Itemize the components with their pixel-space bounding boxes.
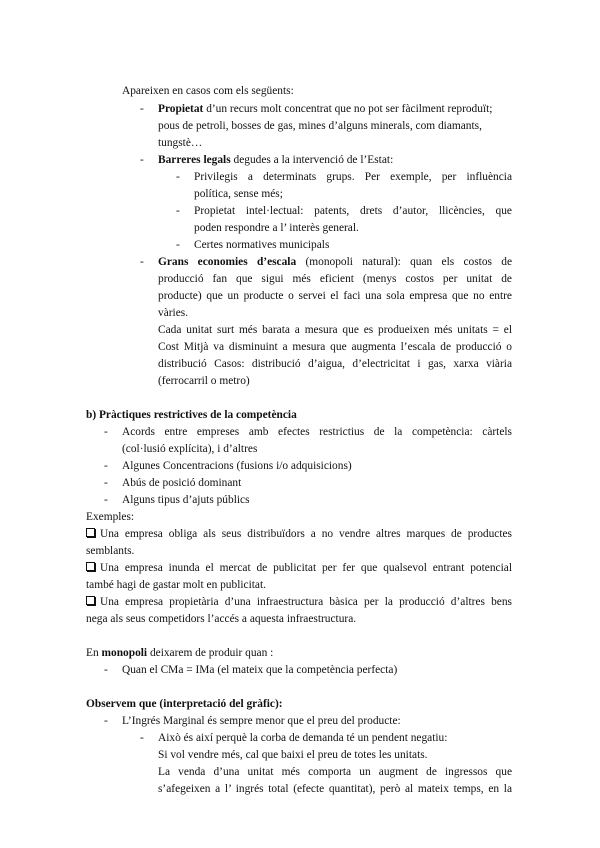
monopoli-line [86,645,273,662]
list-dash: - [104,664,108,676]
monopoli-post: deixarem de produir quan : [147,647,274,659]
checkbox-bullet-icon [86,562,95,571]
observem-sub-2: Si vol vendre més, cal que baixi el preu de totes les unitats. [158,749,428,761]
section-b-item-1: Acords entre empreses amb efectes restrictius de la competència: càrtels [122,426,512,438]
observem-sub-3: La venda d’una unitat més comporta un augment de ingressos que [158,766,512,778]
grans-para-1: Cada unitat surt més barata a mesura que es produeixen més unitats = el [158,324,512,336]
section-b-item-3: Abús de posició dominant [122,477,242,489]
exemples-label: Exemples: [86,511,135,523]
list-dash: - [140,732,144,744]
barreres-sub-2b: poden respondre a l’ interès general. [194,222,359,234]
exemple-2b: també hagi de gastar molt en publicitat. [86,579,266,591]
exemple-1 [86,526,512,543]
list-dash: - [176,205,180,217]
grans-line-3: producte) que un producte o servei el faci una sola empresa que no entre [158,290,512,302]
section-b-item-4: Alguns tipus d’ajuts públics [122,494,250,506]
grans-text: (monopoli natural): quan els costos de [296,256,512,268]
grans-para-4: (ferrocarril o metro) [158,375,250,387]
propietat-line-2: pous de petroli, bosses de gas, mines d’alguns minerals, com diamants, [158,120,482,132]
section-b-item-2: Algunes Concentracions (fusions i/o adquisicions) [122,460,352,472]
barreres-sub-2: Propietat intel·lectual: patents, drets d’autor, llicències, que [194,205,512,217]
propietat-term: Propietat [158,103,204,115]
monopoli-term: monopoli [101,647,148,659]
exemple-3-text: Una empresa propietària d’una infraestructura bàsica per la producció d’altres bens [100,596,512,608]
observem-sub-4: s’afegeixen a l’ ingrés total (efecte quantitat), però al mateix temps, en la [158,783,512,795]
list-dash: - [104,494,108,506]
grans-para-2: Cost Mitjà va disminuint a mesura que augmenta l’escala de producció o [158,341,512,353]
grans-line-1 [158,254,512,271]
grans-para-3: distribució Casos: distribució d’aigua, d’electricitat i gas, xarxa viària [158,358,512,370]
list-dash: - [140,154,144,166]
checkbox-bullet-icon [86,596,95,605]
monopoli-pre: En [86,647,102,659]
list-dash: - [104,426,108,438]
grans-line-4: vàries. [158,307,189,319]
list-dash: - [104,715,108,727]
propietat-text: d’un recurs molt concentrat que no pot ser fàcilment reproduït; [203,103,493,115]
monopoli-item: Quan el CMa = IMa (el mateix que la competència perfecta) [122,664,398,676]
observem-item-1: L’Ingrés Marginal és sempre menor que el preu del producte: [122,715,401,727]
exemple-3b: nega als seus competidors l’accés a aquesta infraestructura. [86,613,357,625]
barreres-term: Barreres legals [158,154,231,166]
exemple-2 [86,560,512,577]
exemple-1b: semblants. [86,545,135,557]
grans-term: Grans economies d’escala [158,256,297,268]
observem-heading: Observem que (interpretació del gràfic): [86,698,283,710]
grans-line-2: producció fan que sigui més eficient (menys costos per unitat de [158,273,512,285]
observem-sub-1: Això és així perquè la corba de demanda té un pendent negatiu: [158,732,448,744]
list-dash: - [176,171,180,183]
barreres-text: degudes a la intervenció de l’Estat: [230,154,394,166]
propietat-line-3: tungstè… [158,137,203,149]
list-dash: - [140,103,144,115]
exemple-2-text: Una empresa inunda el mercat de publicitat per fer que qualsevol entrant potencial [100,562,512,574]
barreres-sub-3: Certes normatives municipals [194,239,330,251]
checkbox-bullet-icon [86,528,95,537]
intro-text: Apareixen en casos com els següents: [122,85,294,97]
section-b-item-1b: (col·lusió explícita), i d’altres [122,443,258,455]
list-dash: - [104,477,108,489]
list-dash: - [104,460,108,472]
section-b-heading: b) Pràctiques restrictives de la competència [86,409,297,421]
barreres-sub-1: Privilegis a determinats grups. Per exemple, per influència [194,171,512,183]
list-dash: - [176,239,180,251]
exemple-1-text: Una empresa obliga als seus distribuïdors a no vendre altres marques de productes [100,528,512,540]
barreres-sub-1b: política, sense més; [194,188,283,200]
barreres-line [158,152,393,169]
exemple-3 [86,594,512,611]
propietat-line-1 [158,101,492,118]
list-dash: - [140,256,144,268]
